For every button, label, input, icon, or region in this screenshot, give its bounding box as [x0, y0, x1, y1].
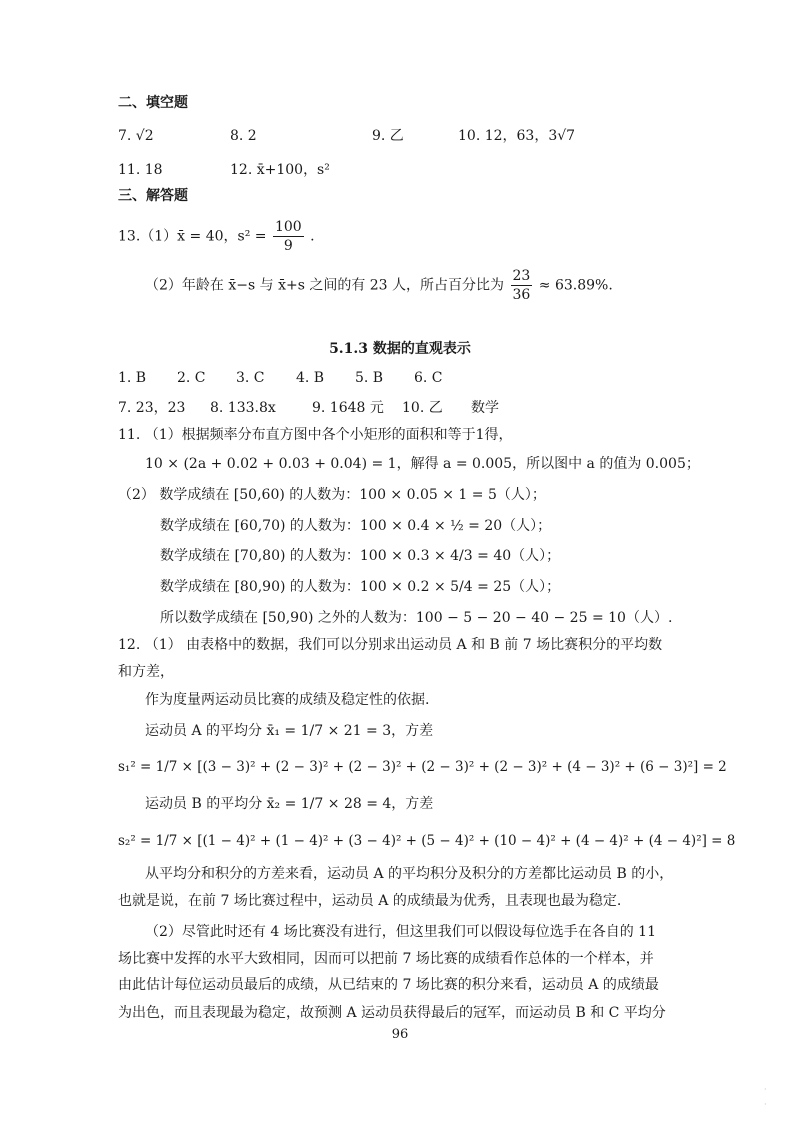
- q11-line-2: 10 × (2a + 0.02 + 0.03 + 0.04) = 1，解得 a = 0.005，所以图中 a 的值为 0.005；: [145, 456, 700, 472]
- fraction-denominator: 9: [283, 238, 293, 254]
- answer-10: 10. 12，63，3√7: [458, 128, 576, 144]
- q12-line-6: 运动员 B 的平均分 x̄₂ = 1/7 × 28 = 4，方差: [145, 796, 434, 812]
- mc-answer-5: 5. B: [355, 370, 384, 386]
- answer-7: 7. √2: [118, 128, 154, 144]
- fraction-numerator: 100: [274, 219, 302, 235]
- mc-answer-1: 1. B: [118, 370, 147, 386]
- q12-line-5: s₁² = 1/7 × [(3 − 3)² + (2 − 3)² + (2 − 3)² + (2 − 3)² + (2 − 3)² + (4 − 3)² + (6 − 3)²] = 2: [118, 759, 727, 775]
- q12-line-1: 12. （1） 由表格中的数据，我们可以分别求出运动员 A 和 B 前 7 场比赛积分的平均数: [118, 637, 663, 653]
- fill-answer-8: 8. 133.8x: [210, 400, 276, 416]
- q13-part2-suffix: ≈ 63.89%.: [538, 277, 613, 294]
- section-heading-solutions: 三、解答题: [118, 188, 188, 204]
- q12-line-4: 运动员 A 的平均分 x̄₁ = 1/7 × 21 = 3，方差: [145, 723, 434, 739]
- q11-line-7: 所以数学成绩在 [50,90) 之外的人数为：100 − 5 − 20 − 40 − 25 = 10（人）.: [160, 610, 673, 626]
- q12-line-2: 和方差，: [118, 664, 174, 680]
- fill-answer-9: 9. 1648 元: [312, 400, 384, 416]
- mc-answer-4: 4. B: [296, 370, 325, 386]
- q11-line-3: （2） 数学成绩在 [50,60) 的人数为：100 × 0.05 × 1 = 5（人）；: [118, 487, 546, 503]
- answer-11: 11. 18: [118, 162, 163, 178]
- q12-line-9: 也就是说，在前 7 场比赛过程中，运动员 A 的成绩最为优秀，且表现也最为稳定.: [118, 893, 622, 909]
- q12-line-10: （2）尽管此时还有 4 场比赛没有进行，但这里我们可以假设每位选手在各自的 11: [145, 924, 656, 940]
- q12-line-11: 场比赛中发挥的水平大致相同，因而可以把前 7 场比赛的成绩看作总体的一个样本，并: [118, 951, 654, 967]
- mc-answer-2: 2. C: [177, 370, 206, 386]
- q13-part1-fraction: [273, 218, 304, 255]
- answer-12: 12. x̄+100，s²: [230, 162, 330, 178]
- fill-answer-7: 7. 23，23: [118, 400, 186, 416]
- q13-part1: [118, 218, 315, 255]
- mc-answer-6: 6. C: [414, 370, 443, 386]
- q11-line-6: 数学成绩在 [80,90) 的人数为：100 × 0.2 × 5/4 = 25（人）；: [160, 579, 561, 595]
- q12-line-8: 从平均分和积分的方差来看，运动员 A 的平均积分及积分的方差都比运动员 B 的小，: [145, 866, 674, 882]
- q13-part2: [145, 267, 613, 304]
- fill-answer-10-note: 数学: [471, 400, 499, 416]
- scan-margin-mark: ·: [764, 1085, 767, 1094]
- scan-margin-mark: ·: [764, 1100, 767, 1109]
- page-number: 96: [391, 1027, 409, 1042]
- fraction-denominator: 36: [512, 287, 531, 303]
- q11-line-1: 11. （1）根据频率分布直方图中各个小矩形的面积和等于1得，: [118, 427, 513, 443]
- q13-part2-prefix: （2）年龄在 x̄−s 与 x̄+s 之间的有 23 人，所占百分比为: [145, 277, 505, 294]
- answer-8: 8. 2: [230, 128, 257, 144]
- q13-part1-prefix: 13.（1）x̄ = 40，s² =: [118, 228, 267, 245]
- fill-answer-10: 10. 乙: [402, 400, 443, 416]
- answer-9: 9. 乙: [372, 128, 404, 144]
- section-heading-fill-blank: 二、填空题: [118, 95, 188, 111]
- q12-line-13: 为出色，而且表现最为稳定，故预测 A 运动员获得最后的冠军，而运动员 B 和 C 平均分: [118, 1005, 666, 1021]
- q13-part2-fraction: [511, 267, 533, 304]
- q12-line-12: 由此估计每位运动员最后的成绩，从已结束的 7 场比赛的积分来看，运动员 A 的成绩最: [118, 977, 659, 993]
- q13-part1-suffix: .: [310, 228, 315, 245]
- q11-line-5: 数学成绩在 [70,80) 的人数为：100 × 0.3 × 4/3 = 40（人）；: [160, 548, 561, 564]
- q12-line-3: 作为度量两运动员比赛的成绩及稳定性的依据.: [145, 692, 430, 708]
- subsection-title: 5.1.3 数据的直观表示: [329, 341, 471, 357]
- mc-answer-3: 3. C: [236, 370, 265, 386]
- q12-line-7: s₂² = 1/7 × [(1 − 4)² + (1 − 4)² + (3 − 4)² + (5 − 4)² + (10 − 4)² + (4 − 4)² + (4 − 4)²] = 8: [118, 833, 736, 849]
- q11-line-4: 数学成绩在 [60,70) 的人数为：100 × 0.4 × ½ = 20（人）；: [160, 518, 552, 534]
- fraction-numerator: 23: [512, 268, 531, 284]
